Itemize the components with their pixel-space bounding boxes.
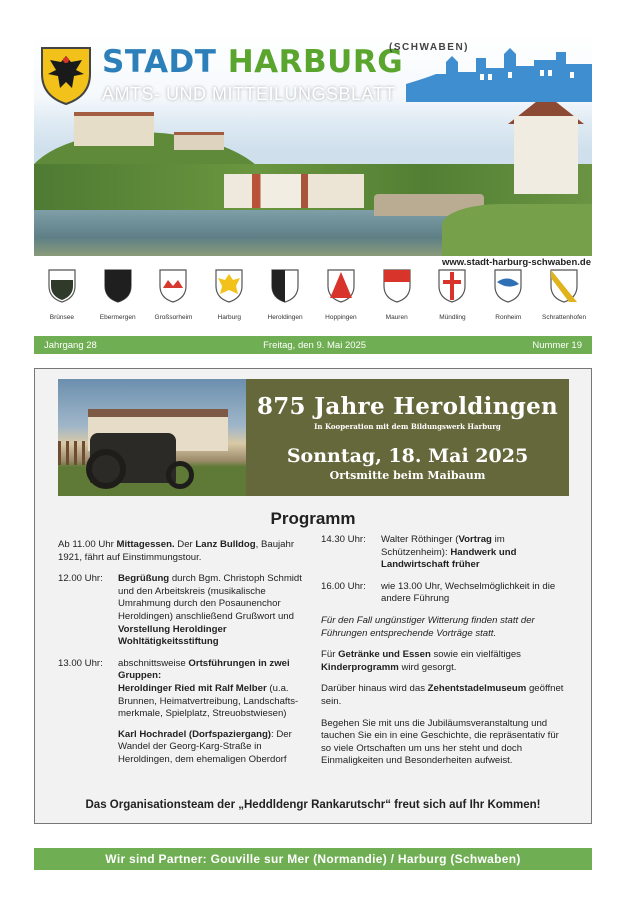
talk-text-2: im Schützenheim):	[381, 534, 505, 558]
title-harburg: HARBURG	[227, 44, 404, 80]
masthead	[102, 42, 469, 80]
crest-item	[146, 268, 202, 328]
issue-date: Freitag, den 9. Mai 2025	[263, 339, 367, 351]
food-text-2: sowie ein vielfältiges	[430, 649, 521, 661]
schedule-desc	[381, 534, 569, 572]
ronheim-crest-icon	[493, 268, 523, 304]
crest-item	[425, 268, 481, 328]
tractor-photo	[58, 379, 246, 496]
event-place: Ortsmitte beim Maibaum	[329, 469, 486, 482]
title-stadt: STADT	[102, 44, 228, 80]
tour-ried-label: Heroldinger Ried mit Ralf Melber	[118, 682, 267, 694]
crest-label: Großsorheim	[154, 314, 193, 321]
issue-number: Nummer 19	[532, 339, 582, 351]
tour-hochradel-text: : Der Wandel der Georg-Karg-Straße in Heroldingen, dem ehemaligen Oberdorf	[118, 728, 292, 765]
intro-text-2: , Baujahr 1921, fährt auf Einstimmungstour.	[58, 539, 295, 563]
weather-note: Für den Fall ungünstiger Witterung finden statt der Führungen entsprechende Vorträge statt.	[321, 614, 535, 639]
talk-text: Walter Röthinger (	[381, 534, 459, 545]
tour-hochradel	[118, 729, 306, 767]
newsletter-subtitle: AMTS- UND MITTEILUNGSBLATT	[102, 84, 396, 104]
hoppingen-crest-icon	[326, 268, 356, 304]
crest-label: Mauren	[385, 314, 408, 321]
river-bank	[442, 204, 592, 256]
schedule-item-1600	[321, 581, 569, 606]
gable-house	[514, 116, 578, 194]
crest-item	[257, 268, 313, 328]
intro-lunch: Mittagessen.	[116, 539, 175, 550]
crest-label: Mündling	[439, 314, 466, 321]
village-houses	[224, 174, 364, 208]
schedule-desc: wie 13.00 Uhr, Wechselmöglichkeit in die andere Führung	[381, 580, 556, 605]
tour-ried-text: (u.a. Brunnen, Heimatvertreibung, Landschafts-merkmale, Spielplatz, Streuobstwiesen)	[118, 682, 299, 720]
event-title: 875 Jahre Heroldingen	[256, 393, 559, 420]
schrattenhofen-crest-icon	[549, 268, 579, 304]
crest-item	[313, 268, 369, 328]
crest-label: Brünsee	[49, 314, 74, 321]
bruensee-crest-icon	[47, 268, 77, 304]
crest-item	[480, 268, 536, 328]
crest-item	[201, 268, 257, 328]
closing-line: Das Organisationsteam der „Heddldengr Rankarutschr“ freut sich auf Ihr Kommen!	[85, 799, 541, 811]
crest-label: Ronheim	[495, 314, 522, 321]
program-right-column	[321, 534, 569, 777]
talk-label: Vortrag	[458, 534, 492, 545]
grosssorheim-crest-icon	[158, 268, 188, 304]
welcome-text: durch Bgm. Christoph Schmidt und den Arbeitskreis (musikalische Umrahmung durch den Posaunenchor Heroldingen) anschließend Grußwort und	[118, 573, 302, 622]
schedule-time: 14.30 Uhr:	[321, 534, 366, 545]
food-label: Getränke und Essen	[338, 649, 431, 661]
issue-info-bar	[34, 336, 592, 354]
region-label: (SCHWABEN)	[389, 42, 469, 53]
museum-text-2: geöffnet sein.	[321, 683, 564, 707]
event-article	[34, 368, 592, 824]
tours-label: Ortsführungen in zwei Gruppen:	[118, 657, 290, 682]
invitation-text: Begehen Sie mit uns die Jubiläumsveranstaltung und tauchen Sie ein in eine Geschichte, die repräsentativ für so viele Ortschaften um uns her steht und doch Einmaligkeiten und Besonderheiten aufweist.	[321, 717, 559, 767]
schedule-item-1200	[58, 573, 306, 649]
intro-time: Ab 11.00 Uhr	[58, 539, 117, 550]
welcome-label: Begrüßung	[118, 573, 170, 585]
mauren-crest-icon	[382, 268, 412, 304]
schedule-desc	[118, 658, 306, 767]
schedule-item-1430	[321, 534, 569, 572]
food-note	[321, 649, 569, 674]
food-text-3: wird gesorgt.	[398, 661, 457, 673]
partner-bar: Wir sind Partner: Gouville sur Mer (Normandie) / Harburg (Schwaben)	[34, 848, 592, 870]
tours-intro	[118, 658, 306, 721]
kids-label: Kinderprogramm	[321, 661, 399, 673]
talk-topic: Handwerk und Landwirtschaft früher	[381, 546, 517, 571]
schedule-time: 16.00 Uhr:	[321, 580, 366, 592]
district-crests	[34, 268, 592, 328]
crest-label: Schrattenhofen	[542, 314, 587, 321]
tractor-front-wheel	[166, 461, 194, 489]
town-title	[102, 46, 403, 78]
crest-label: Ebermergen	[99, 314, 136, 321]
museum-note	[321, 683, 569, 708]
harburg-castle	[74, 112, 154, 146]
harburg-eagle-crest-icon	[38, 44, 94, 106]
event-date: Sonntag, 18. Mai 2025	[286, 445, 529, 467]
crest-item	[34, 268, 90, 328]
volume-label: Jahrgang 28	[44, 339, 97, 351]
harburg-crest-icon	[214, 268, 244, 304]
program-left-column	[58, 539, 306, 776]
tractor-rear-wheel	[86, 449, 126, 489]
schedule-desc	[118, 573, 306, 649]
intro-tractor: Lanz Bulldog	[195, 539, 256, 550]
tour-hochradel-label: Karl Hochradel (Dorfspaziergang)	[118, 728, 271, 740]
crest-label: Harburg	[217, 314, 242, 321]
header-banner	[34, 34, 592, 256]
crest-label: Heroldingen	[267, 314, 303, 321]
ebermergen-crest-icon	[103, 268, 133, 304]
website-url[interactable]: www.stadt-harburg-schwaben.de	[441, 257, 591, 268]
intro-text: Der	[174, 539, 196, 550]
crest-label: Hoppingen	[325, 314, 357, 321]
muendling-crest-icon	[437, 268, 467, 304]
foundation-label: Vorstellung Heroldinger Wohltätigkeitsstiftung	[118, 623, 227, 648]
program-intro	[58, 539, 306, 564]
heroldingen-crest-icon	[270, 268, 300, 304]
event-banner	[246, 379, 569, 496]
program-heading: Programm	[270, 509, 356, 528]
food-text: Für	[321, 649, 339, 661]
schedule-time: 13.00 Uhr:	[58, 657, 103, 669]
castle-annex	[174, 132, 224, 150]
event-cooperation: In Kooperation mit dem Bildungswerk Harburg	[314, 422, 501, 431]
schedule-time: 12.00 Uhr:	[58, 573, 103, 585]
museum-text: Darüber hinaus wird das	[321, 683, 428, 695]
tours-text: abschnittsweise	[118, 657, 189, 669]
crest-item	[369, 268, 425, 328]
crest-item	[90, 268, 146, 328]
schedule-item-1300	[58, 658, 306, 767]
museum-label: Zehentstadelmuseum	[427, 683, 527, 695]
crest-item	[536, 268, 592, 328]
